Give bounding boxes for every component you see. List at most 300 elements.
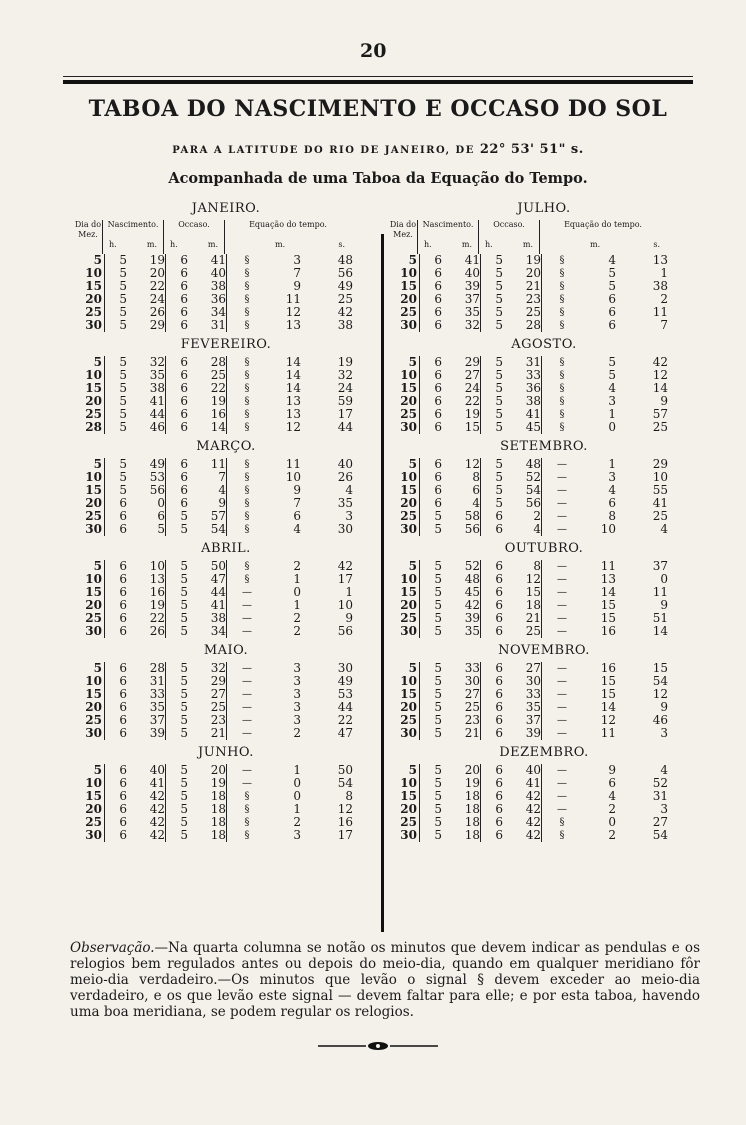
cell-occaso-h: 6 xyxy=(480,688,503,701)
cell-occaso-m: 25 xyxy=(210,700,226,714)
cell-equacao-m: 3 xyxy=(293,700,301,714)
cell-occaso-h: 6 xyxy=(165,293,188,306)
subtitle-equation: Acompanhada de uma Taboa da Equação do Tempo. xyxy=(168,170,588,187)
month-rows xyxy=(389,560,699,640)
cell-occaso-h: 5 xyxy=(165,714,188,727)
cell-nascimento-h: 6 xyxy=(419,267,442,280)
cell-dia: 10 xyxy=(400,368,417,382)
cell-nascimento-h: 5 xyxy=(419,523,442,536)
cell-sign: — xyxy=(226,612,267,625)
table-row xyxy=(389,727,699,740)
cell-equacao-s: 9 xyxy=(660,700,668,714)
cell-equacao-m: 9 xyxy=(608,763,616,777)
cell-occaso-m: 18 xyxy=(210,789,226,803)
cell-occaso-m: 23 xyxy=(210,713,226,727)
cell-nascimento-m: 42 xyxy=(149,789,165,803)
cell-equacao-s: 0 xyxy=(660,572,668,586)
subtitle-latitude: 22° 53' 51" s. xyxy=(479,142,584,157)
cell-dia: 15 xyxy=(85,789,102,803)
cell-nascimento-h: 6 xyxy=(104,662,127,675)
cell-occaso-m: 33 xyxy=(525,368,541,382)
cell-nascimento-h: 5 xyxy=(104,382,127,395)
month-rows xyxy=(389,458,699,538)
cell-sign: — xyxy=(541,599,582,612)
cell-sign: § xyxy=(226,293,267,306)
cell-sign: § xyxy=(541,356,582,369)
cell-sign: — xyxy=(226,675,267,688)
cell-equacao-s: 57 xyxy=(652,407,668,421)
cell-nascimento-h: 6 xyxy=(104,675,127,688)
cell-dia: 30 xyxy=(85,522,102,536)
cell-nascimento-h: 6 xyxy=(419,319,442,332)
cell-dia: 25 xyxy=(400,611,417,625)
cell-dia: 15 xyxy=(400,585,417,599)
cell-sign: § xyxy=(541,306,582,319)
cell-occaso-h: 6 xyxy=(480,599,503,612)
cell-dia: 20 xyxy=(85,802,102,816)
cell-sign: — xyxy=(541,662,582,675)
cell-equacao-m: 2 xyxy=(293,726,301,740)
cell-nascimento-h: 6 xyxy=(419,484,442,497)
cell-equacao-s: 25 xyxy=(652,420,668,434)
cell-occaso-h: 6 xyxy=(165,356,188,369)
cell-dia: 30 xyxy=(85,624,102,638)
unit-h: h. xyxy=(485,240,493,249)
cell-occaso-h: 6 xyxy=(480,701,503,714)
cell-equacao-m: 14 xyxy=(285,355,301,369)
cell-occaso-m: 20 xyxy=(210,763,226,777)
cell-occaso-m: 14 xyxy=(210,420,226,434)
month-title: AGOSTO. xyxy=(511,337,577,352)
cell-occaso-h: 5 xyxy=(165,803,188,816)
cell-dia: 5 xyxy=(93,457,102,471)
cell-occaso-m: 50 xyxy=(210,559,226,573)
cell-dia: 5 xyxy=(93,253,102,267)
cell-equacao-m: 1 xyxy=(608,457,616,471)
cell-nascimento-m: 12 xyxy=(464,457,480,471)
cell-nascimento-m: 42 xyxy=(149,828,165,842)
cell-dia: 25 xyxy=(400,407,417,421)
cell-nascimento-h: 6 xyxy=(104,612,127,625)
cell-occaso-m: 38 xyxy=(210,611,226,625)
header-equacao-label: Equação do tempo. xyxy=(564,220,642,229)
cell-nascimento-h: 6 xyxy=(104,790,127,803)
cell-occaso-m: 39 xyxy=(525,726,541,740)
month-title: FEVEREIRO. xyxy=(180,337,272,352)
cell-sign: § xyxy=(226,254,267,267)
cell-occaso-h: 5 xyxy=(165,523,188,536)
cell-equacao-m: 3 xyxy=(293,713,301,727)
cell-dia: 20 xyxy=(400,292,417,306)
cell-dia: 25 xyxy=(400,305,417,319)
cell-equacao-s: 49 xyxy=(337,279,353,293)
cell-equacao-s: 38 xyxy=(652,279,668,293)
header-nascimento-units xyxy=(103,240,163,250)
cell-occaso-m: 37 xyxy=(525,713,541,727)
cell-nascimento-h: 5 xyxy=(104,280,127,293)
header-equacao-units xyxy=(540,240,666,250)
cell-equacao-s: 15 xyxy=(652,661,668,675)
cell-nascimento-h: 6 xyxy=(419,280,442,293)
month-rows xyxy=(389,662,699,742)
cell-occaso-h: 5 xyxy=(165,675,188,688)
cell-occaso-h: 5 xyxy=(480,306,503,319)
cell-equacao-s: 44 xyxy=(337,420,353,434)
header-nascimento xyxy=(102,220,163,254)
top-rule-thick xyxy=(63,80,693,84)
cell-nascimento-h: 5 xyxy=(104,293,127,306)
header-occaso xyxy=(163,220,224,254)
cell-occaso-h: 5 xyxy=(480,484,503,497)
cell-dia: 28 xyxy=(85,420,102,434)
cell-nascimento-h: 6 xyxy=(419,254,442,267)
cell-occaso-h: 5 xyxy=(165,560,188,573)
cell-equacao-m: 14 xyxy=(600,700,616,714)
month-title: DEZEMBRO. xyxy=(499,745,589,760)
cell-equacao-s: 42 xyxy=(337,305,353,319)
cell-occaso-h: 5 xyxy=(165,599,188,612)
cell-occaso-h: 5 xyxy=(165,829,188,842)
cell-occaso-h: 5 xyxy=(165,586,188,599)
cell-occaso-h: 6 xyxy=(165,497,188,510)
cell-occaso-m: 18 xyxy=(210,815,226,829)
cell-sign: — xyxy=(226,777,267,790)
table-row xyxy=(74,625,378,638)
cell-dia: 20 xyxy=(400,598,417,612)
month-title: JUNHO. xyxy=(198,745,254,760)
month-title: OUTUBRO. xyxy=(504,541,584,556)
cell-nascimento-h: 5 xyxy=(419,560,442,573)
cell-nascimento-h: 6 xyxy=(104,816,127,829)
cell-equacao-m: 4 xyxy=(608,381,616,395)
page-title: TABOA DO NASCIMENTO E OCCASO DO SOL xyxy=(88,96,668,122)
cell-equacao-s: 30 xyxy=(337,661,353,675)
cell-occaso-h: 5 xyxy=(165,625,188,638)
cell-nascimento-h: 6 xyxy=(104,625,127,638)
unit-m: m. xyxy=(146,240,157,249)
cell-nascimento-m: 35 xyxy=(149,700,165,714)
cell-occaso-h: 6 xyxy=(165,319,188,332)
cell-occaso-m: 54 xyxy=(525,483,541,497)
cell-occaso-h: 5 xyxy=(480,497,503,510)
cell-nascimento-m: 18 xyxy=(464,815,480,829)
cell-sign: — xyxy=(226,688,267,701)
cell-equacao-m: 2 xyxy=(293,611,301,625)
cell-equacao-m: 11 xyxy=(285,457,301,471)
cell-occaso-h: 5 xyxy=(480,421,503,434)
cell-nascimento-h: 6 xyxy=(104,714,127,727)
cell-nascimento-h: 5 xyxy=(419,662,442,675)
cell-occaso-m: 32 xyxy=(210,661,226,675)
cell-occaso-h: 5 xyxy=(165,727,188,740)
cell-occaso-h: 5 xyxy=(480,356,503,369)
cell-dia: 15 xyxy=(85,279,102,293)
cell-equacao-m: 10 xyxy=(600,522,616,536)
header-nascimento-units xyxy=(418,240,478,250)
cell-dia: 5 xyxy=(93,661,102,675)
cell-sign: § xyxy=(541,280,582,293)
cell-occaso-h: 5 xyxy=(165,790,188,803)
cell-equacao-m: 9 xyxy=(293,483,301,497)
cell-nascimento-h: 6 xyxy=(104,764,127,777)
cell-nascimento-h: 5 xyxy=(419,816,442,829)
month-rows xyxy=(389,764,699,844)
cell-equacao-m: 1 xyxy=(293,598,301,612)
unit-s: s. xyxy=(653,240,660,249)
cell-occaso-m: 34 xyxy=(210,624,226,638)
cell-dia: 30 xyxy=(400,828,417,842)
cell-nascimento-h: 6 xyxy=(419,306,442,319)
cell-equacao-m: 1 xyxy=(293,802,301,816)
cell-nascimento-m: 26 xyxy=(149,305,165,319)
cell-nascimento-m: 53 xyxy=(149,470,165,484)
month-title: NOVEMBRO. xyxy=(498,643,590,658)
cell-equacao-m: 12 xyxy=(285,305,301,319)
cell-sign: § xyxy=(541,267,582,280)
cell-sign: § xyxy=(226,816,267,829)
month-rows xyxy=(74,254,378,334)
cell-occaso-h: 5 xyxy=(480,458,503,471)
cell-nascimento-h: 5 xyxy=(104,484,127,497)
cell-nascimento-m: 5 xyxy=(157,522,165,536)
cell-dia: 5 xyxy=(93,559,102,573)
cell-equacao-s: 17 xyxy=(337,828,353,842)
cell-equacao-s: 54 xyxy=(652,674,668,688)
header-equacao xyxy=(224,220,351,254)
cell-occaso-m: 35 xyxy=(525,700,541,714)
cell-dia: 30 xyxy=(400,318,417,332)
cell-equacao-s: 12 xyxy=(652,368,668,382)
cell-nascimento-m: 18 xyxy=(464,789,480,803)
cell-sign: § xyxy=(226,267,267,280)
cell-nascimento-h: 5 xyxy=(104,471,127,484)
cell-nascimento-h: 6 xyxy=(104,523,127,536)
cell-nascimento-m: 32 xyxy=(149,355,165,369)
cell-sign: — xyxy=(226,599,267,612)
cell-sign: § xyxy=(226,523,267,536)
cell-nascimento-h: 5 xyxy=(419,701,442,714)
cell-occaso-h: 6 xyxy=(165,280,188,293)
cell-occaso-h: 6 xyxy=(480,560,503,573)
cell-nascimento-m: 25 xyxy=(464,700,480,714)
cell-occaso-h: 5 xyxy=(480,267,503,280)
observation xyxy=(70,940,700,1020)
cell-occaso-m: 57 xyxy=(210,509,226,523)
cell-dia: 5 xyxy=(93,763,102,777)
cell-dia: 25 xyxy=(85,611,102,625)
cell-sign: § xyxy=(226,280,267,293)
left-column xyxy=(74,198,378,932)
cell-equacao-m: 7 xyxy=(293,266,301,280)
cell-sign: — xyxy=(226,662,267,675)
cell-nascimento-h: 5 xyxy=(419,625,442,638)
cell-nascimento-m: 22 xyxy=(464,394,480,408)
cell-dia: 20 xyxy=(85,292,102,306)
cell-equacao-m: 13 xyxy=(285,407,301,421)
cell-sign: — xyxy=(226,586,267,599)
cell-occaso-m: 31 xyxy=(210,318,226,332)
cell-equacao-m: 0 xyxy=(293,776,301,790)
cell-sign: — xyxy=(541,790,582,803)
cell-nascimento-h: 5 xyxy=(419,573,442,586)
cell-equacao-m: 3 xyxy=(608,394,616,408)
header-occaso-units xyxy=(479,240,539,250)
cell-equacao-m: 0 xyxy=(608,420,616,434)
cell-sign: — xyxy=(226,727,267,740)
column-divider xyxy=(381,234,384,932)
cell-equacao-s: 31 xyxy=(652,789,668,803)
cell-sign: § xyxy=(541,382,582,395)
unit-h: h. xyxy=(170,240,178,249)
cell-dia: 20 xyxy=(400,700,417,714)
cell-equacao-m: 4 xyxy=(608,789,616,803)
cell-dia: 10 xyxy=(400,572,417,586)
header-occaso xyxy=(478,220,539,254)
cell-equacao-m: 3 xyxy=(608,470,616,484)
cell-nascimento-m: 19 xyxy=(464,776,480,790)
cell-occaso-h: 5 xyxy=(480,382,503,395)
cell-equacao-m: 2 xyxy=(293,624,301,638)
cell-nascimento-m: 38 xyxy=(149,381,165,395)
cell-occaso-m: 25 xyxy=(210,368,226,382)
cell-equacao-s: 41 xyxy=(652,496,668,510)
cell-dia: 30 xyxy=(400,624,417,638)
cell-occaso-m: 54 xyxy=(210,522,226,536)
cell-nascimento-h: 5 xyxy=(104,408,127,421)
cell-dia: 15 xyxy=(85,687,102,701)
cell-nascimento-h: 5 xyxy=(104,254,127,267)
cell-equacao-s: 35 xyxy=(337,496,353,510)
cell-dia: 10 xyxy=(400,470,417,484)
unit-h: h. xyxy=(109,240,117,249)
cell-dia: 5 xyxy=(93,355,102,369)
cell-equacao-s: 4 xyxy=(660,522,668,536)
cell-equacao-m: 16 xyxy=(600,624,616,638)
cell-dia: 5 xyxy=(408,457,417,471)
cell-nascimento-m: 22 xyxy=(149,611,165,625)
cell-nascimento-m: 27 xyxy=(464,368,480,382)
cell-occaso-h: 6 xyxy=(480,803,503,816)
cell-nascimento-h: 5 xyxy=(419,586,442,599)
cell-sign: § xyxy=(226,408,267,421)
cell-equacao-s: 46 xyxy=(652,713,668,727)
cell-equacao-m: 2 xyxy=(293,815,301,829)
cell-equacao-m: 5 xyxy=(608,355,616,369)
cell-equacao-s: 3 xyxy=(660,802,668,816)
cell-nascimento-m: 39 xyxy=(464,611,480,625)
month-block xyxy=(74,538,378,640)
cell-occaso-m: 28 xyxy=(210,355,226,369)
cell-nascimento-h: 6 xyxy=(419,421,442,434)
cell-equacao-s: 19 xyxy=(337,355,353,369)
ornament xyxy=(318,1041,438,1051)
cell-equacao-s: 25 xyxy=(652,509,668,523)
cell-sign: § xyxy=(226,803,267,816)
cell-equacao-m: 15 xyxy=(600,674,616,688)
cell-occaso-m: 36 xyxy=(525,381,541,395)
cell-dia: 15 xyxy=(85,483,102,497)
cell-nascimento-m: 26 xyxy=(149,624,165,638)
cell-occaso-m: 42 xyxy=(525,828,541,842)
cell-nascimento-h: 6 xyxy=(419,356,442,369)
observation-label: Observação. xyxy=(70,940,155,956)
cell-sign: — xyxy=(541,764,582,777)
month-block xyxy=(389,436,699,538)
cell-occaso-h: 5 xyxy=(165,816,188,829)
cell-sign: § xyxy=(226,306,267,319)
cell-equacao-m: 11 xyxy=(600,559,616,573)
cell-dia: 10 xyxy=(85,572,102,586)
cell-nascimento-m: 32 xyxy=(464,318,480,332)
cell-occaso-m: 8 xyxy=(533,559,541,573)
cell-nascimento-m: 40 xyxy=(149,763,165,777)
cell-dia: 30 xyxy=(400,726,417,740)
cell-sign: — xyxy=(541,675,582,688)
cell-nascimento-h: 5 xyxy=(104,458,127,471)
cell-sign: — xyxy=(541,777,582,790)
cell-equacao-s: 29 xyxy=(652,457,668,471)
header-dia: Dia do Mez. xyxy=(389,220,417,239)
cell-sign: — xyxy=(541,727,582,740)
cell-equacao-s: 10 xyxy=(652,470,668,484)
cell-occaso-h: 5 xyxy=(165,764,188,777)
cell-nascimento-m: 41 xyxy=(149,394,165,408)
cell-equacao-s: 37 xyxy=(652,559,668,573)
cell-equacao-m: 3 xyxy=(293,674,301,688)
month-title: MAIO. xyxy=(203,643,249,658)
cell-nascimento-m: 48 xyxy=(464,572,480,586)
cell-dia: 15 xyxy=(85,585,102,599)
cell-nascimento-h: 5 xyxy=(419,777,442,790)
month-block xyxy=(74,198,378,334)
cell-equacao-m: 6 xyxy=(293,509,301,523)
cell-nascimento-m: 24 xyxy=(149,292,165,306)
cell-dia: 25 xyxy=(400,713,417,727)
header-nascimento-label: Nascimento. xyxy=(422,220,474,229)
cell-equacao-m: 5 xyxy=(608,368,616,382)
cell-nascimento-h: 5 xyxy=(419,510,442,523)
cell-equacao-m: 13 xyxy=(285,318,301,332)
cell-dia: 15 xyxy=(400,483,417,497)
month-title: ABRIL. xyxy=(201,541,251,556)
cell-equacao-m: 14 xyxy=(600,585,616,599)
cell-equacao-s: 51 xyxy=(652,611,668,625)
cell-occaso-h: 6 xyxy=(480,523,503,536)
cell-sign: — xyxy=(541,625,582,638)
cell-nascimento-m: 40 xyxy=(464,266,480,280)
cell-nascimento-h: 6 xyxy=(104,777,127,790)
cell-occaso-h: 6 xyxy=(480,510,503,523)
cell-occaso-m: 47 xyxy=(210,572,226,586)
cell-equacao-m: 0 xyxy=(608,815,616,829)
cell-nascimento-m: 41 xyxy=(464,253,480,267)
cell-nascimento-m: 4 xyxy=(472,496,480,510)
cell-occaso-m: 16 xyxy=(210,407,226,421)
cell-sign: § xyxy=(226,458,267,471)
cell-equacao-m: 14 xyxy=(285,381,301,395)
cell-sign: § xyxy=(226,573,267,586)
cell-occaso-h: 6 xyxy=(165,458,188,471)
cell-nascimento-h: 5 xyxy=(419,790,442,803)
cell-dia: 25 xyxy=(85,815,102,829)
cell-equacao-s: 49 xyxy=(337,674,353,688)
cell-occaso-h: 6 xyxy=(165,484,188,497)
month-block xyxy=(389,198,699,334)
cell-nascimento-m: 6 xyxy=(157,509,165,523)
cell-dia: 5 xyxy=(408,763,417,777)
cell-sign: § xyxy=(226,421,267,434)
cell-nascimento-h: 5 xyxy=(104,356,127,369)
